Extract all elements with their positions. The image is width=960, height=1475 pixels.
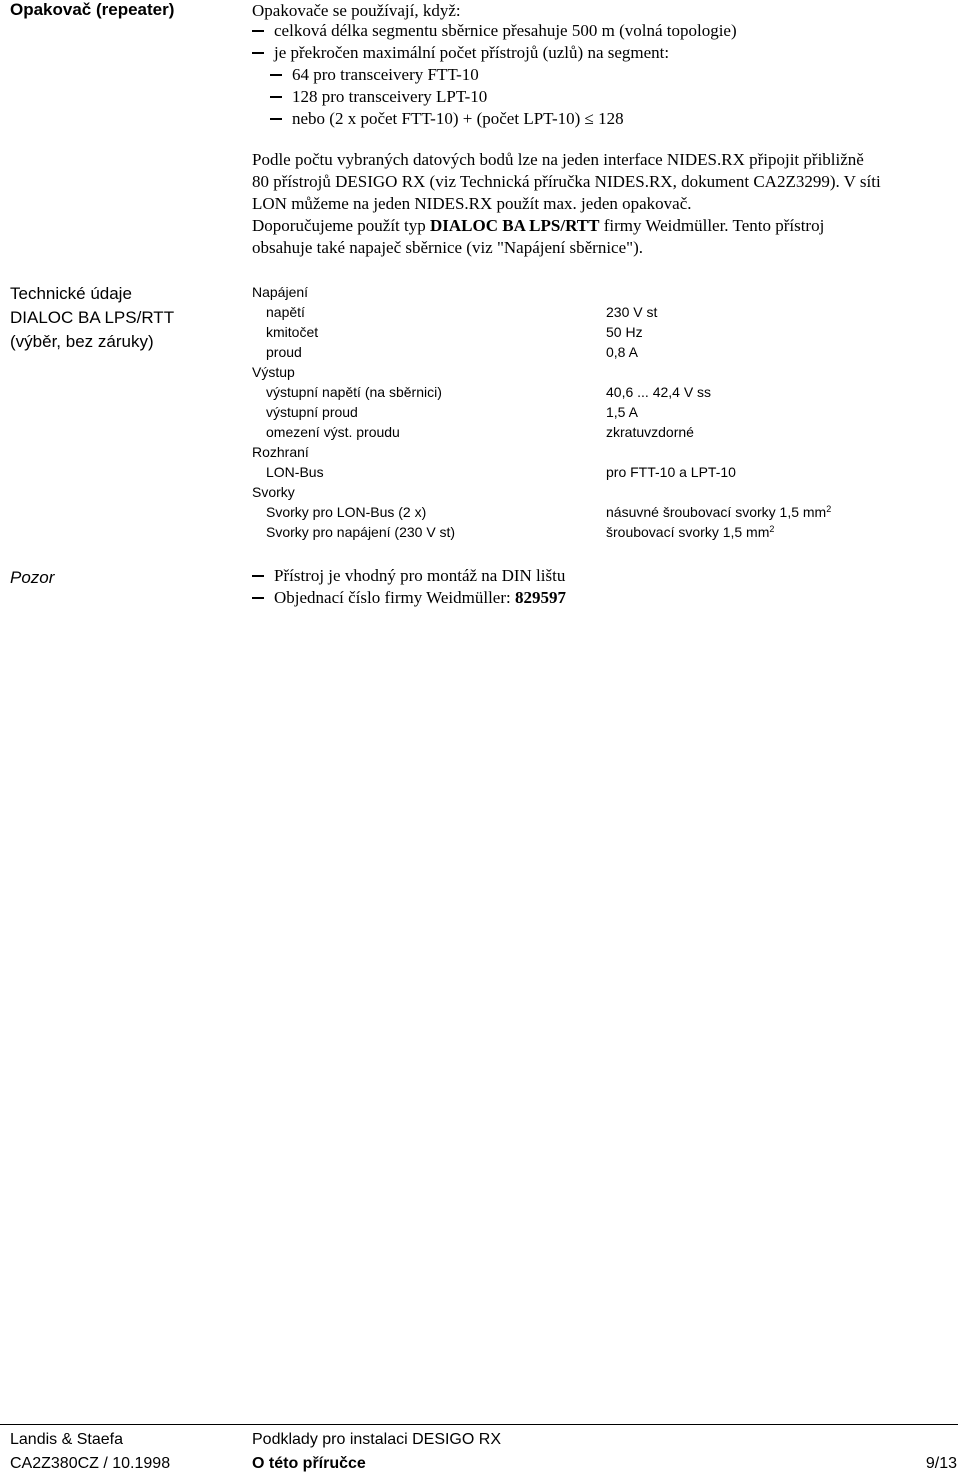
- dash-bullet: [270, 74, 282, 76]
- spec-group-title: Výstup: [252, 364, 295, 380]
- paragraph-line: LON můžeme na jeden NIDES.RX použít max. jeden opakovač.: [252, 194, 692, 213]
- subcondition-item: nebo (2 x počet FTT-10) + (počet LPT-10) ≤ 128: [270, 108, 624, 130]
- spec-label: proud: [266, 344, 302, 360]
- spec-label: LON-Bus: [266, 464, 324, 480]
- product-name: DIALOC BA LPS/RTT: [430, 216, 600, 235]
- condition-item: celková délka segmentu sběrnice přesahuje 500 m (volná topologie): [252, 20, 737, 42]
- recommendation-line: obsahuje také napaječ sběrnice (viz "Napájení sběrnice").: [252, 238, 643, 257]
- spec-value: 40,6 ... 42,4 V ss: [606, 384, 712, 400]
- subcondition-item: 128 pro transceivery LPT-10: [270, 86, 487, 108]
- spec-group-title: Svorky: [252, 484, 295, 500]
- paragraph-line: 80 přístrojů DESIGO RX (viz Technická příručka NIDES.RX, dokument CA2Z3299). V síti: [252, 172, 881, 191]
- tech-data-label: Technické údaje: [10, 284, 132, 303]
- dash-bullet: [252, 575, 264, 577]
- spec-value: 50 Hz: [606, 324, 643, 340]
- recommendation-line: Doporučujeme použít typ DIALOC BA LPS/RTT firmy Weidmüller. Tento přístroj: [252, 216, 825, 235]
- spec-label: výstupní proud: [266, 404, 358, 420]
- order-number: 829597: [514, 588, 566, 607]
- spec-label: kmitočet: [266, 324, 319, 340]
- spec-label: Svorky pro napájení (230 V st): [266, 524, 456, 540]
- tech-data-disclaimer: (výběr, bez záruky): [10, 332, 154, 351]
- spec-label: výstupní napětí (na sběrnici): [266, 384, 442, 400]
- dash-bullet: [252, 597, 264, 599]
- dash-bullet: [252, 30, 264, 32]
- spec-value: násuvné šroubovací svorky 1,5 $mm^2$: [606, 504, 832, 520]
- intro-heading: Opakovače se používají, když:: [252, 1, 461, 20]
- spec-value: šroubovací svorky 1,5 $mm^2$: [606, 524, 775, 540]
- spec-label: napětí: [266, 304, 305, 320]
- spec-group-title: Rozhraní: [252, 444, 309, 460]
- condition-item: je překročen maximální počet přístrojů (uzlů) na segment:: [252, 42, 669, 64]
- footer-divider: [0, 1424, 958, 1425]
- spec-label: omezení výst. proudu: [266, 424, 400, 440]
- footer-page-number: 9/13: [925, 1455, 957, 1472]
- note-item: Přístroj je vhodný pro montáž na DIN lištu: [252, 565, 565, 587]
- spec-value: pro FTT-10 a LPT-10: [606, 464, 736, 480]
- note-item: Objednací číslo firmy Weidmüller: 829597: [252, 587, 566, 609]
- dash-bullet: [270, 96, 282, 98]
- spec-value: zkratuvzdorné: [606, 424, 694, 440]
- spec-label: Svorky pro LON-Bus (2 x): [266, 504, 427, 520]
- tech-data-product: DIALOC BA LPS/RTT: [10, 308, 175, 327]
- dash-bullet: [252, 52, 264, 54]
- footer-section: O této příručce: [252, 1455, 366, 1472]
- superscript: 2: [826, 504, 832, 514]
- spec-value: 1,5 A: [606, 404, 638, 420]
- spec-group-title: Napájení: [252, 284, 309, 300]
- superscript: 2: [769, 524, 775, 534]
- paragraph-line: Podle počtu vybraných datových bodů lze na jeden interface NIDES.RX připojit přibližně: [252, 150, 864, 169]
- dash-bullet: [270, 118, 282, 120]
- footer-doc-title: Podklady pro instalaci DESIGO RX: [252, 1431, 501, 1448]
- footer-doc-code: CA2Z380CZ / 10.1998: [10, 1455, 171, 1472]
- spec-value: 230 V st: [606, 304, 658, 320]
- footer-company: Landis & Staefa: [10, 1431, 123, 1448]
- section-title: Opakovač (repeater): [10, 0, 175, 19]
- subcondition-item: 64 pro transceivery FTT-10: [270, 64, 479, 86]
- pozor-label: Pozor: [10, 568, 55, 587]
- spec-value: 0,8 A: [606, 344, 638, 360]
